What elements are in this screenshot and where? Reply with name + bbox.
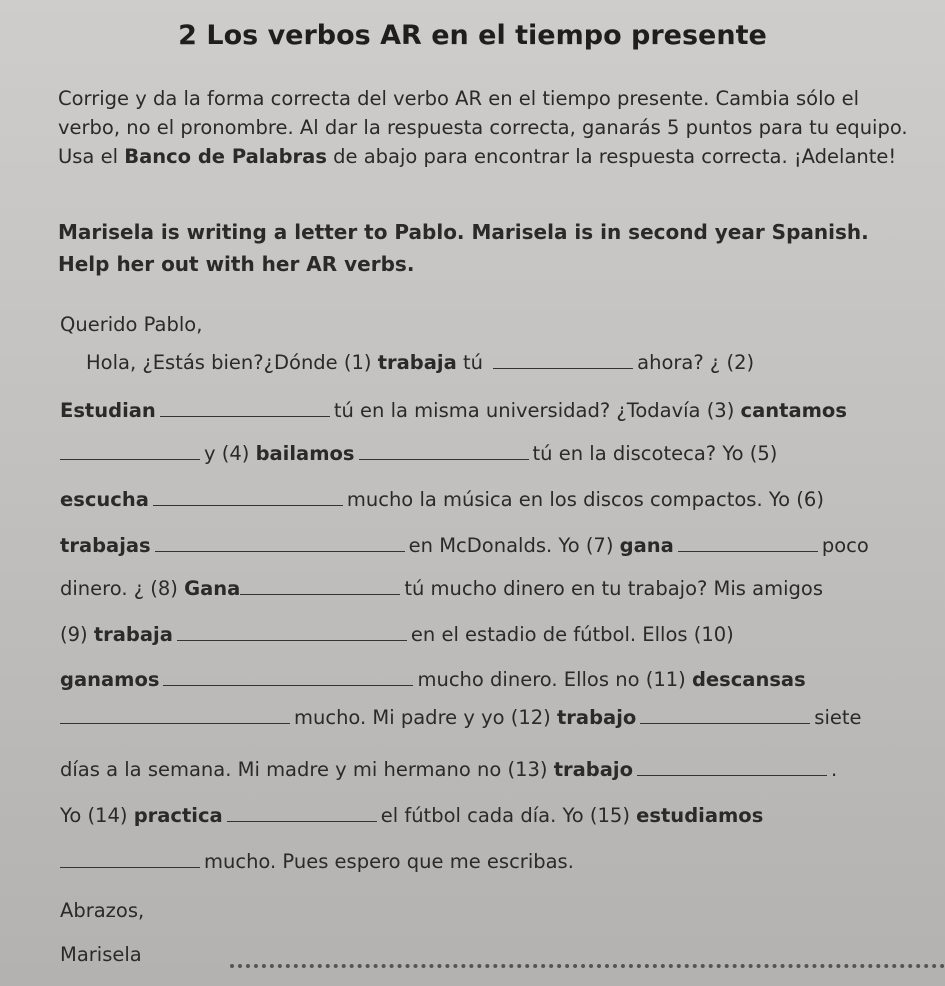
instructions-part2: de abajo para encontrar la respuesta correcta. ¡Adelante! [326,145,897,168]
answer-blank-8[interactable] [240,576,400,595]
answer-blank-1[interactable] [493,350,633,369]
line-text: mucho. Mi padre y yo (12) [294,706,557,729]
word-bank-label: Banco de Palabras [124,145,327,168]
line-text: tú [456,351,490,374]
instructions-part1: Corrige y da la forma correcta del verbo AR en el tiempo presente. Cambia sólo el verbo, no el pronombre. Al dar la respuesta correcta, ganarás 5 puntos para tu equipo. Usa el [58,87,908,168]
line-text: y (4) [204,442,256,465]
line-text: poco [821,534,869,557]
line-text: el fútbol cada día. Yo (15) [380,804,637,827]
verb-13: trabajo [553,758,633,781]
answer-blank-9[interactable] [177,622,407,641]
answer-blank-14[interactable] [227,803,377,822]
verb-5: escucha [60,488,149,511]
line-text: en el estadio de fútbol. Ellos (10) [410,623,734,646]
line-text: mucho dinero. Ellos no (11) [417,668,692,691]
letter-signature: Marisela [60,943,142,966]
line-text: mucho. Pues espero que me escribas. [204,850,574,873]
verb-14: practica [133,804,223,827]
letter-line-6 [60,576,823,601]
verb-1: trabaja [377,351,457,374]
letter-line-8 [60,667,806,692]
letter-line-10 [60,757,837,782]
letter-line-5 [60,533,869,558]
page-title: 2 Los verbos AR en el tiempo presente [178,20,767,51]
line-text: tú mucho dinero en tu trabajo? Mis amigos [404,577,823,600]
line-text: dinero. ¿ (8) [60,577,185,600]
answer-blank-4[interactable] [359,441,529,460]
answer-blank-12[interactable] [640,705,810,724]
answer-blank-2[interactable] [160,398,330,417]
letter-closing: Abrazos, [60,899,145,922]
line-text: ahora? ¿ (2) [637,351,755,374]
answer-blank-5[interactable] [153,487,343,506]
letter-line-12 [60,849,574,874]
line-text: (9) [60,623,94,646]
verb-11: descansas [691,668,806,691]
verb-2: Estudian [60,399,156,422]
letter-line-3 [60,441,777,466]
line-text: Hola, ¿Estás bien?¿Dónde (1) [86,351,378,374]
line-text: en McDonalds. Yo (7) [408,534,620,557]
letter-line-9 [60,705,862,730]
letter-line-7 [60,622,734,647]
verb-8: Gana [184,577,241,600]
letter-line-2 [60,398,847,423]
letter-line-4 [60,487,824,512]
verb-12: trabajo [556,706,637,729]
answer-blank-13[interactable] [637,757,827,776]
answer-blank-11[interactable] [60,705,290,724]
answer-blank-6[interactable] [155,533,405,552]
answer-blank-7[interactable] [678,533,818,552]
line-text: . [831,758,838,781]
verb-6: trabajas [60,534,151,557]
line-text: días a la semana. Mi madre y mi hermano no (13) [60,758,554,781]
verb-10: ganamos [60,668,160,691]
answer-blank-15[interactable] [60,849,200,868]
answer-blank-10[interactable] [163,667,413,686]
line-text: Yo (14) [60,804,134,827]
verb-4: bailamos [255,442,355,465]
letter-line-11 [60,803,763,828]
instructions [58,84,918,171]
verb-9: trabaja [93,623,173,646]
verb-7: gana [619,534,674,557]
letter-greeting: Querido Pablo, [60,313,203,336]
answer-blank-3[interactable] [60,441,200,460]
prompt: Marisela is writing a letter to Pablo. Marisela is in second year Spanish. Help her out with her AR verbs. [58,220,869,276]
verb-15: estudiamos [636,804,764,827]
line-text: mucho la música en los discos compactos. Yo (6) [346,488,824,511]
dotted-cut-line [230,964,945,968]
line-text: tú en la discoteca? Yo (5) [532,442,778,465]
verb-3: cantamos [740,399,847,422]
letter-line-1 [86,350,754,375]
line-text: siete [814,706,862,729]
line-text: tú en la misma universidad? ¿Todavía (3) [333,399,741,422]
